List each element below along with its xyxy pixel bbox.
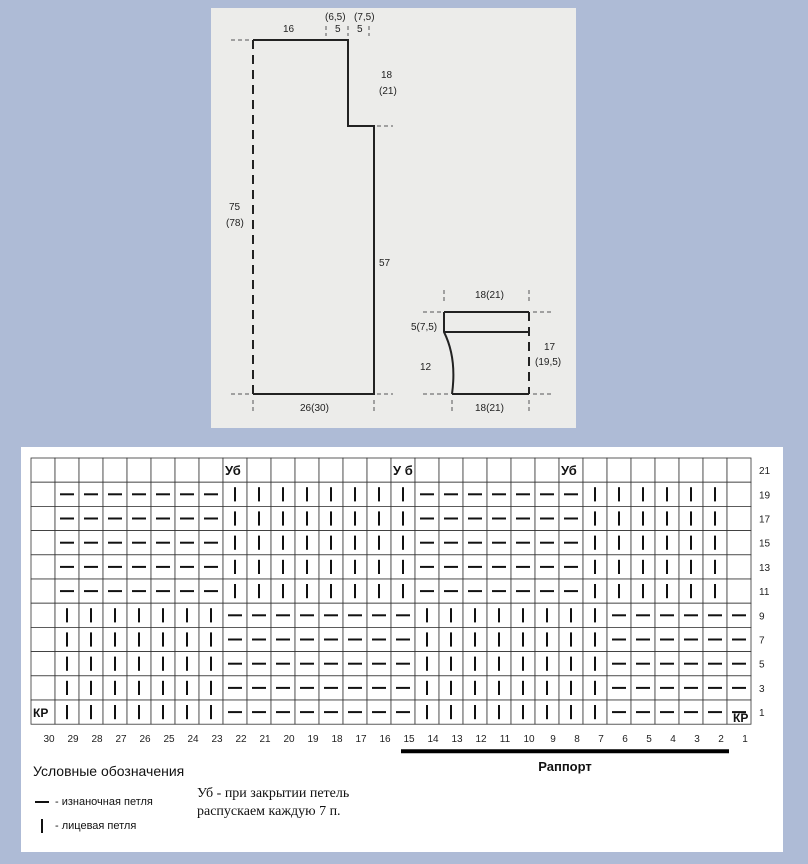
- column-number: 24: [187, 734, 199, 746]
- shoulder-top-a-label: (6,5): [325, 12, 346, 23]
- column-number: 28: [91, 734, 103, 746]
- column-number: 4: [670, 734, 676, 746]
- column-number: 30: [43, 734, 55, 746]
- chart-cell: [31, 603, 55, 627]
- drop-stitch-mark: У б: [393, 463, 413, 478]
- chart-cell: [607, 458, 631, 482]
- chart-cell: [271, 458, 295, 482]
- chart-cell: [511, 458, 535, 482]
- chart-cell: [727, 506, 751, 530]
- sleeve-cuff-height-label: 5(7,5): [411, 322, 438, 333]
- chart-cell: [175, 458, 199, 482]
- armhole-height-alt-label: (21): [379, 86, 397, 97]
- body-top-width-label: 16: [283, 24, 295, 35]
- chart-cell: [31, 531, 55, 555]
- chart-cell: [79, 458, 103, 482]
- column-number: 5: [646, 734, 652, 746]
- row-number: 11: [759, 587, 770, 599]
- chart-cell: [415, 458, 439, 482]
- legend-purl-row: [35, 796, 153, 808]
- garment-schematic: [211, 8, 576, 428]
- row-number: 17: [759, 514, 771, 526]
- chart-cell: [487, 458, 511, 482]
- chart-cell: [319, 458, 343, 482]
- column-number: 23: [211, 734, 223, 746]
- armhole-height-label: 18: [381, 70, 393, 81]
- body-bottom-width-label: 26(30): [300, 403, 329, 414]
- column-number: 1: [742, 734, 748, 746]
- column-number: 25: [163, 734, 175, 746]
- row-number: 21: [759, 466, 771, 478]
- column-number: 22: [235, 734, 247, 746]
- chart-cell: [31, 579, 55, 603]
- chart-cell: [31, 482, 55, 506]
- edge-stitch-right-label: КР: [733, 711, 749, 725]
- column-number: 12: [475, 734, 487, 746]
- edge-stitch-left-label: КР: [33, 706, 49, 720]
- row-number: 9: [759, 611, 765, 623]
- side-length-label: 57: [379, 258, 391, 269]
- column-number: 20: [283, 734, 295, 746]
- chart-cell: [295, 458, 319, 482]
- total-length-alt-label: (78): [226, 218, 244, 229]
- purl-symbol-icon: [35, 801, 49, 803]
- chart-cell: [679, 458, 703, 482]
- chart-cell: [655, 458, 679, 482]
- column-number: 7: [598, 734, 604, 746]
- chart-cell: [199, 458, 223, 482]
- chart-cell: [31, 627, 55, 651]
- column-number: 10: [523, 734, 535, 746]
- row-number: 13: [759, 562, 771, 574]
- repeat-label: Раппорт: [538, 759, 592, 775]
- row-number: 3: [759, 683, 765, 695]
- chart-cell: [31, 652, 55, 676]
- chart-cell: [31, 676, 55, 700]
- chart-cell: [631, 458, 655, 482]
- column-number: 14: [427, 734, 439, 746]
- column-number: 16: [379, 734, 391, 746]
- column-number: 8: [574, 734, 580, 746]
- chart-cell: [247, 458, 271, 482]
- column-number: 17: [355, 734, 367, 746]
- note-line-2: распускаем каждую 7 п.: [197, 804, 341, 819]
- chart-cell: [727, 482, 751, 506]
- chart-cell: [31, 555, 55, 579]
- column-number: 27: [115, 734, 127, 746]
- row-number: 7: [759, 635, 765, 647]
- total-length-label: 75: [229, 202, 241, 213]
- row-number: 1: [759, 708, 765, 720]
- chart-cell: [727, 458, 751, 482]
- drop-stitch-mark: Уб: [561, 463, 577, 478]
- shoulder-top-b-label: (7,5): [354, 12, 375, 23]
- chart-cell: [535, 458, 559, 482]
- chart-cell: [127, 458, 151, 482]
- sleeve-left-height-label: 12: [420, 362, 432, 373]
- row-number: 19: [759, 490, 771, 502]
- shoulder-a-label: 5: [335, 24, 341, 35]
- note-line-1: Уб - при закрытии петель: [197, 786, 350, 801]
- shoulder-b-label: 5: [357, 24, 363, 35]
- chart-cell: [55, 458, 79, 482]
- column-number: 9: [550, 734, 556, 746]
- column-number: 11: [499, 734, 511, 746]
- column-number: 15: [403, 734, 415, 746]
- sleeve-right-height-alt-label: (19,5): [535, 357, 562, 368]
- sleeve-bottom-width-label: 18(21): [475, 403, 504, 414]
- sleeve-right-height-label: 17: [544, 342, 556, 353]
- row-number: 15: [759, 538, 771, 550]
- legend-purl-label: - изнаночная петля: [55, 796, 153, 808]
- chart-cell: [703, 458, 727, 482]
- drop-stitch-note: [197, 785, 397, 821]
- chart-cell: [151, 458, 175, 482]
- column-number: 29: [67, 734, 79, 746]
- body-outline: [253, 40, 374, 394]
- chart-cell: [727, 555, 751, 579]
- column-number: 2: [718, 734, 724, 746]
- knit-symbol-icon: [41, 819, 43, 833]
- chart-cell: [727, 579, 751, 603]
- chart-cell: [463, 458, 487, 482]
- schematic-svg: [211, 8, 576, 428]
- legend-knit-row: [41, 819, 136, 833]
- chart-cell: [583, 458, 607, 482]
- column-number: 18: [331, 734, 343, 746]
- column-number: 19: [307, 734, 319, 746]
- chart-cell: [439, 458, 463, 482]
- chart-cell: [343, 458, 367, 482]
- chart-cell: [31, 506, 55, 530]
- sleeve-left-edge: [444, 312, 453, 394]
- chart-cell: [367, 458, 391, 482]
- chart-cell: [103, 458, 127, 482]
- row-number: 5: [759, 659, 765, 671]
- column-number: 6: [622, 734, 628, 746]
- column-number: 13: [451, 734, 463, 746]
- column-number: 3: [694, 734, 700, 746]
- sleeve-top-width-label: 18(21): [475, 290, 504, 301]
- column-number: 21: [259, 734, 271, 746]
- column-number: 26: [139, 734, 151, 746]
- legend-knit-label: - лицевая петля: [55, 819, 137, 832]
- drop-stitch-mark: Уб: [225, 463, 241, 478]
- legend-title: Условные обозначения: [33, 763, 185, 779]
- knitting-chart-panel: [21, 447, 783, 852]
- chart-cell: [31, 458, 55, 482]
- chart-cell: [727, 531, 751, 555]
